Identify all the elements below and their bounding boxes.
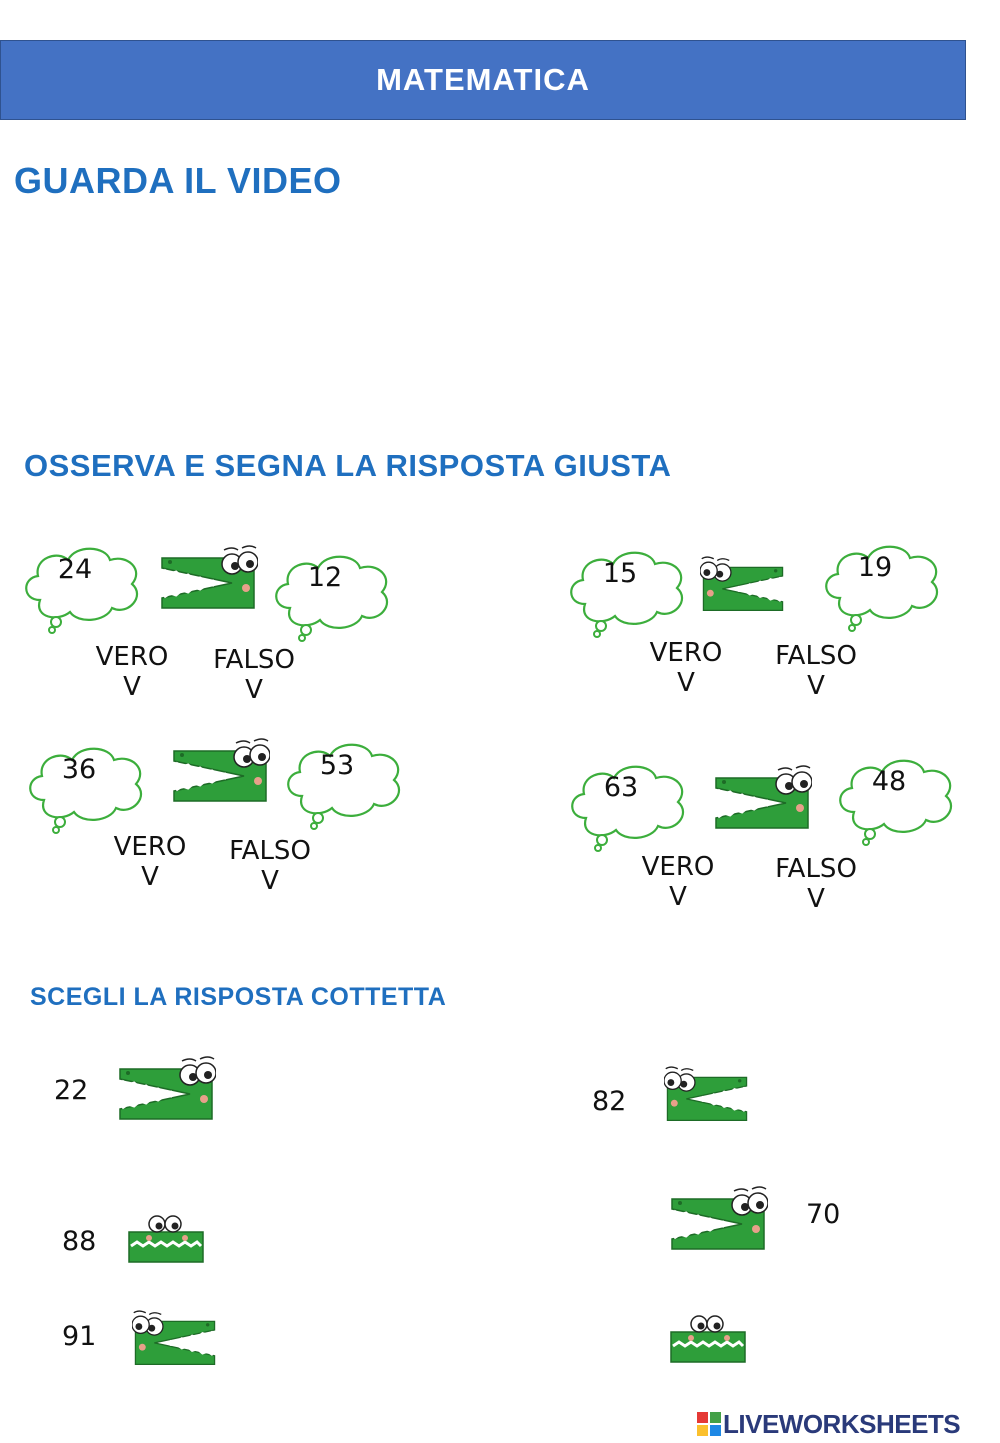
thought-cloud-right [820,538,944,630]
logo-text: LIVEWORKSHEETS [723,1408,961,1439]
right-number: 48 [871,766,907,797]
vero-option[interactable] [644,638,728,698]
thought-cloud-right [282,736,406,828]
choice-number-3: 91 [62,1321,97,1352]
crocodile-open-right-icon[interactable] [668,1180,768,1266]
thought-cloud-right [270,548,394,640]
crocodile-open-left-icon[interactable] [132,1300,218,1384]
vero-mark: V [123,672,141,702]
falso-label: FALSO [213,645,295,675]
falso-label: FALSO [229,836,311,866]
left-number: 63 [603,772,639,803]
falso-label: FALSO [775,641,857,671]
liveworksheets-logo [697,1408,997,1440]
section-choose-title: SCEGLI LA RISPOSTA COTTETTA [30,983,447,1011]
logo-block [710,1412,721,1423]
logo-blocks-icon [697,1412,721,1436]
choice-number-1: 22 [54,1075,89,1106]
falso-option[interactable] [206,645,302,705]
falso-mark: V [807,884,825,914]
vero-label: VERO [649,638,723,668]
logo-block [710,1425,721,1436]
left-number: 15 [602,558,638,589]
falso-option[interactable] [768,854,864,914]
falso-mark: V [807,671,825,701]
thought-cloud-left [20,540,144,632]
section-video-title: GUARDA IL VIDEO [14,160,342,201]
right-number: 53 [319,750,355,781]
crocodile-open-left-icon [700,548,786,628]
vero-mark: V [677,668,695,698]
left-number: 36 [61,754,97,785]
logo-block [697,1425,708,1436]
thought-cloud-right [834,752,958,844]
choice-number-2: 88 [62,1226,97,1257]
crocodile-open-right-icon [170,732,270,818]
crocodile-closed-icon[interactable] [126,1210,206,1266]
crocodile-open-right-icon [158,544,258,620]
falso-mark: V [261,866,279,896]
choice-number-5: 70 [806,1199,841,1230]
vero-mark: V [141,862,159,892]
right-number: 12 [307,562,343,593]
falso-mark: V [245,675,263,705]
vero-label: VERO [95,642,169,672]
vero-mark: V [669,882,687,912]
crocodile-closed-icon[interactable] [668,1310,748,1366]
choice-number-4: 82 [592,1086,627,1117]
vero-option[interactable] [108,832,192,892]
vero-option[interactable] [90,642,174,702]
logo-block [697,1412,708,1423]
thought-cloud-left [24,740,148,832]
falso-label: FALSO [775,854,857,884]
crocodile-open-right-icon [712,760,812,844]
vero-label: VERO [113,832,187,862]
falso-option[interactable] [768,641,864,701]
thought-cloud-left [565,544,689,636]
vero-label: VERO [641,852,715,882]
thought-cloud-left [566,758,690,850]
right-number: 19 [857,552,893,583]
vero-option[interactable] [636,852,720,912]
crocodile-open-right-icon[interactable] [116,1050,216,1136]
header-banner [0,40,966,120]
section-observe-title: OSSERVA E SEGNA LA RISPOSTA GIUSTA [24,448,672,483]
page-title: MATEMATICA [376,62,590,97]
falso-option[interactable] [222,836,318,896]
crocodile-open-left-icon[interactable] [664,1058,750,1138]
left-number: 24 [57,554,93,585]
